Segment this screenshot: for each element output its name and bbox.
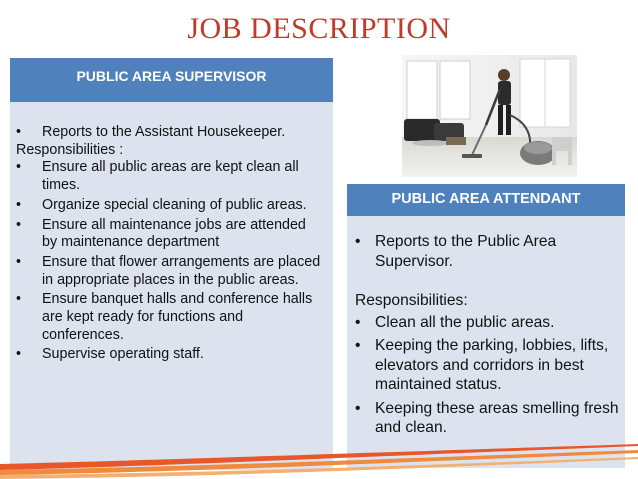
supervisor-responsibility: Ensure all public areas are kept clean all times. xyxy=(42,159,299,194)
bullet-icon: • xyxy=(355,313,361,331)
list-item xyxy=(355,313,619,333)
attendant-responsibility: Keeping the parking, lobbies, lifts, elevators and corridors in best maintained status. xyxy=(375,337,609,393)
list-item xyxy=(16,217,323,252)
list-item xyxy=(355,399,619,438)
list-item xyxy=(16,197,323,215)
supervisor-responsibility: Ensure banquet halls and conference halls are kept ready for functions and conferences. xyxy=(42,291,313,343)
supervisor-responsibility: Supervise operating staff. xyxy=(42,346,204,363)
bullet-icon: • xyxy=(16,253,22,270)
attendant-responsibility: Keeping these areas smelling fresh and clean. xyxy=(375,399,619,436)
list-item xyxy=(16,346,323,364)
list-item xyxy=(16,159,323,194)
supervisor-responsibility: Organize special cleaning of public areas. xyxy=(42,196,307,213)
supervisor-responsibilities-label: Responsibilities : xyxy=(16,141,124,158)
supervisor-responsibility: Ensure that flower arrangements are placed in appropriate places in the public areas. xyxy=(42,253,321,288)
list-item xyxy=(16,291,323,344)
list-item xyxy=(355,232,619,271)
bullet-icon: • xyxy=(16,196,22,213)
bullet-icon: • xyxy=(355,233,361,250)
bullet-icon: • xyxy=(16,124,22,140)
attendant-responsibilities-label: Responsibilities: xyxy=(355,292,468,309)
slide-title: JOB DESCRIPTION xyxy=(187,12,451,45)
bullet-icon: • xyxy=(355,337,361,354)
attendant-responsibility: Clean all the public areas. xyxy=(375,313,555,331)
list-item xyxy=(16,124,323,142)
bullet-icon: • xyxy=(16,159,22,176)
supervisor-body xyxy=(10,102,333,364)
list-item xyxy=(16,254,323,289)
bullet-icon: • xyxy=(355,399,361,417)
attendant-panel xyxy=(347,184,625,468)
supervisor-panel xyxy=(10,58,333,470)
attendant-reports-to: Reports to the Public Area Supervisor. xyxy=(375,233,557,270)
bullet-icon: • xyxy=(16,346,22,363)
supervisor-reports-to: Reports to the Assistant Housekeeper. xyxy=(42,124,286,140)
decorative-swoosh xyxy=(0,440,638,479)
attendant-body xyxy=(347,216,625,438)
list-item xyxy=(355,336,619,395)
bullet-icon: • xyxy=(16,291,22,308)
bullet-icon: • xyxy=(16,216,22,233)
supervisor-responsibility: Ensure all maintenance jobs are attended by maintenance department xyxy=(42,216,306,251)
attendant-header: PUBLIC AREA ATTENDANT xyxy=(347,184,625,216)
cleaning-staff-photo xyxy=(402,55,577,177)
supervisor-header: PUBLIC AREA SUPERVISOR xyxy=(10,58,333,102)
